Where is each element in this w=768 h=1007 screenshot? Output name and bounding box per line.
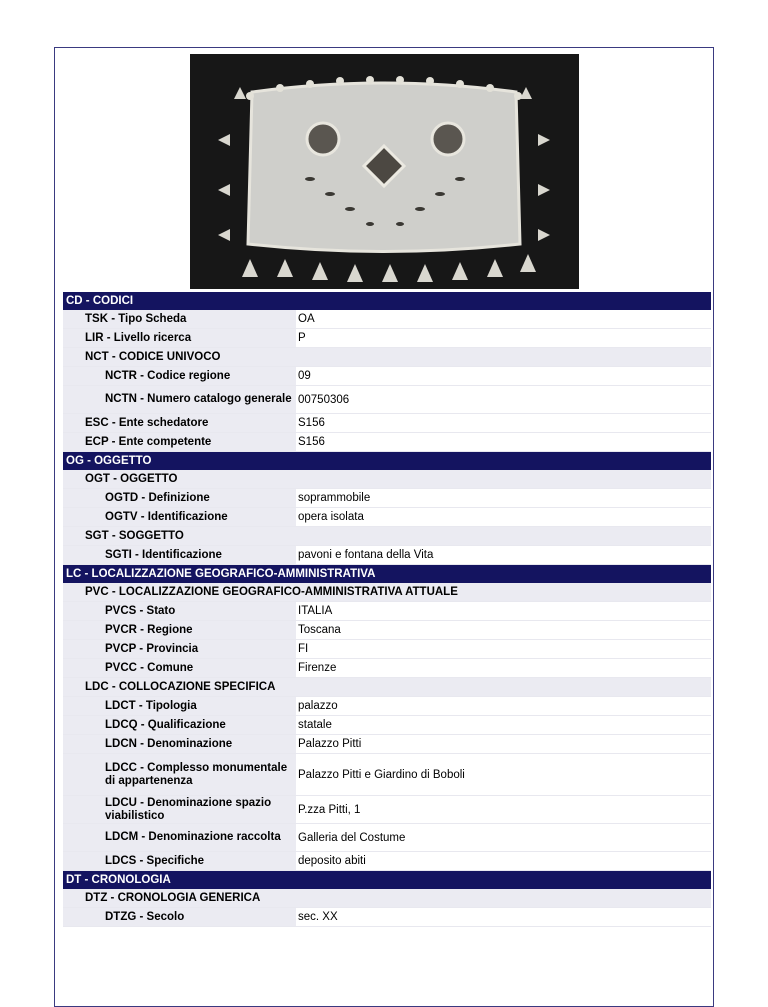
field-value: opera isolata (296, 508, 711, 526)
field-row (63, 735, 711, 754)
doily-image (190, 54, 579, 289)
field-value: Firenze (296, 659, 711, 677)
field-row (63, 508, 711, 527)
field-value: sec. XX (296, 908, 711, 926)
field-value: Galleria del Costume (296, 824, 711, 851)
field-row (63, 796, 711, 824)
subsection-header: OGT - OGGETTO (63, 470, 711, 489)
field-value: Palazzo Pitti e Giardino di Boboli (296, 754, 711, 795)
field-value: FI (296, 640, 711, 658)
field-row (63, 386, 711, 414)
field-value: Toscana (296, 621, 711, 639)
field-row (63, 754, 711, 796)
section-header: DT - CRONOLOGIA (63, 871, 711, 889)
field-value: OA (296, 310, 711, 328)
field-row (63, 659, 711, 678)
field-value: deposito abiti (296, 852, 711, 870)
field-value: S156 (296, 433, 711, 451)
field-row (63, 602, 711, 621)
field-label: LIR - Livello ricerca (63, 332, 296, 345)
field-value: ITALIA (296, 602, 711, 620)
field-value: soprammobile (296, 489, 711, 507)
subsection-header: SGT - SOGGETTO (63, 527, 711, 546)
field-label: LDCC - Complesso monumentale di appartenenza (63, 762, 296, 788)
field-label: LDCS - Specifiche (63, 855, 296, 868)
field-row (63, 367, 711, 386)
section-header: OG - OGGETTO (63, 452, 711, 470)
field-label: SGTI - Identificazione (63, 549, 296, 562)
section-header: CD - CODICI (63, 292, 711, 310)
subsection-header: PVC - LOCALIZZAZIONE GEOGRAFICO-AMMINISTRATIVA ATTUALE (63, 583, 711, 602)
field-value: palazzo (296, 697, 711, 715)
field-value: statale (296, 716, 711, 734)
field-label: LDCT - Tipologia (63, 700, 296, 713)
field-value: pavoni e fontana della Vita (296, 546, 711, 564)
field-row (63, 310, 711, 329)
field-value: P (296, 329, 711, 347)
field-label: OGTV - Identificazione (63, 511, 296, 524)
field-value: P.zza Pitti, 1 (296, 796, 711, 823)
catalog-table (63, 292, 711, 927)
field-row (63, 716, 711, 735)
field-label: LDCQ - Qualificazione (63, 719, 296, 732)
field-row (63, 414, 711, 433)
field-row (63, 489, 711, 508)
field-row (63, 852, 711, 871)
field-label: PVCR - Regione (63, 624, 296, 637)
field-label: NCTR - Codice regione (63, 370, 296, 383)
field-value: 09 (296, 367, 711, 385)
field-row (63, 824, 711, 852)
field-row (63, 329, 711, 348)
field-row (63, 697, 711, 716)
field-label: ECP - Ente competente (63, 436, 296, 449)
field-row (63, 546, 711, 565)
field-label: PVCC - Comune (63, 662, 296, 675)
field-label: DTZG - Secolo (63, 911, 296, 924)
field-label: PVCS - Stato (63, 605, 296, 618)
field-row (63, 433, 711, 452)
subsection-header: LDC - COLLOCAZIONE SPECIFICA (63, 678, 711, 697)
field-value: 00750306 (296, 386, 711, 413)
field-label: PVCP - Provincia (63, 643, 296, 656)
subsection-header: DTZ - CRONOLOGIA GENERICA (63, 889, 711, 908)
field-row (63, 621, 711, 640)
field-label: LDCM - Denominazione raccolta (63, 831, 296, 844)
subsection-header: NCT - CODICE UNIVOCO (63, 348, 711, 367)
section-header: LC - LOCALIZZAZIONE GEOGRAFICO-AMMINISTRATIVA (63, 565, 711, 583)
field-label: LDCN - Denominazione (63, 738, 296, 751)
field-label: NCTN - Numero catalogo generale (63, 393, 296, 406)
field-row (63, 908, 711, 927)
artwork-photo (190, 54, 579, 289)
field-row (63, 640, 711, 659)
field-value: S156 (296, 414, 711, 432)
field-label: LDCU - Denominazione spazio viabilistico (63, 797, 296, 823)
field-label: OGTD - Definizione (63, 492, 296, 505)
field-label: TSK - Tipo Scheda (63, 313, 296, 326)
field-value: Palazzo Pitti (296, 735, 711, 753)
field-label: ESC - Ente schedatore (63, 417, 296, 430)
